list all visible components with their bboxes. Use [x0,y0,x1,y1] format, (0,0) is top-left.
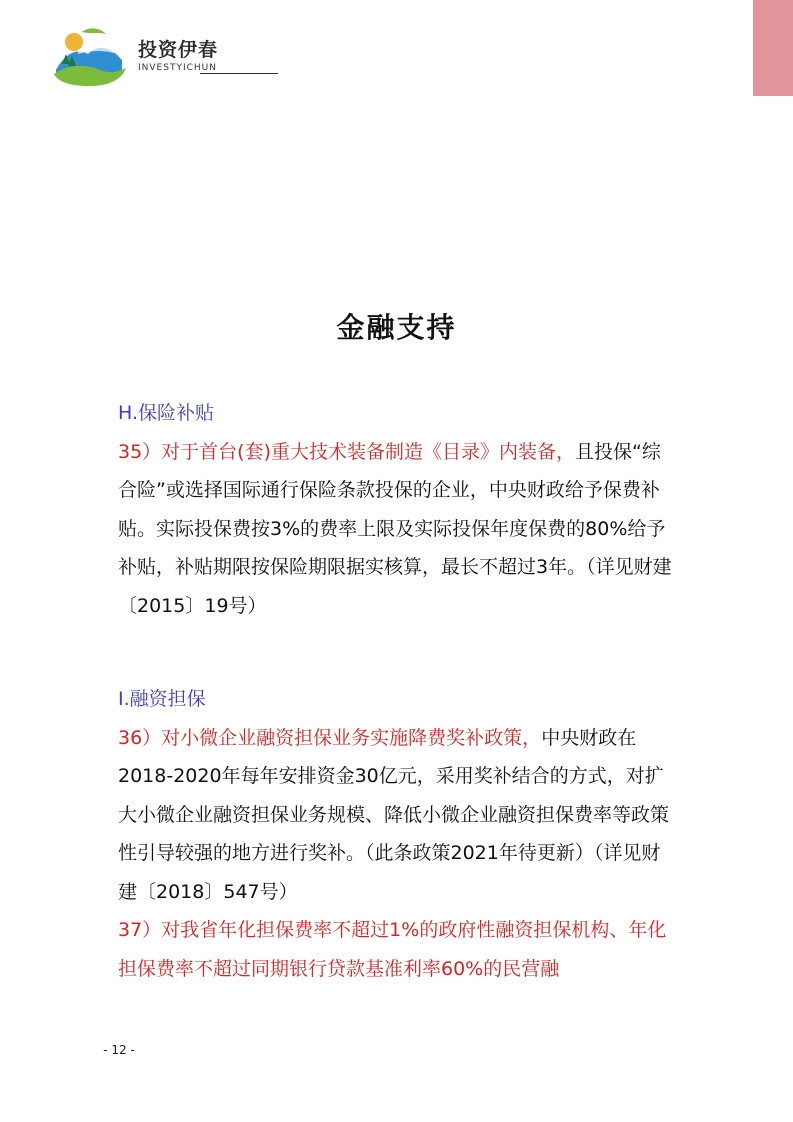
brand-logo-icon [52,24,128,90]
section-financing-guarantee [118,680,678,988]
page-number: - 12 - [103,1043,135,1057]
section-insurance-subsidy [118,394,678,625]
brand-name-en: INVESTYICHUN [138,63,217,73]
brand-underline [200,73,278,74]
page-title: 金融支持 [336,311,457,344]
section-heading: I.融资担保 [118,688,206,710]
policy-lead: 37）对我省年化担保费率不超过1%的政府性融资担保机构、年化担保费率不超过同期银行贷款基准利率60%的民营融 [118,919,667,980]
policy-text: 中央财政在2018-2020年每年安排资金30亿元，采用奖补结合的方式，对扩大小微企业融资担保业务规模、降低小微企业融资担保费率等政策性引导较强的地方进行奖补。（此条政策2021年待更新）（详见财建〔2018〕547号） [118,726,670,903]
policy-item-35 [118,433,678,626]
policy-lead: 35）对于首台(套)重大技术装备制造《目录》内装备， [118,440,576,463]
section-heading: H.保险补贴 [118,402,214,424]
policy-text: 且投保“综合险”或选择国际通行保险条款投保的企业，中央财政给予保费补贴。实际投保费按3%的费率上限及实际投保年度保费的80%给予补贴，补贴期限按保险期限据实核算，最长不超过3年。（详见财建〔2015〕19号） [118,440,672,617]
brand-name: 投资伊春 [138,39,219,61]
policy-item-37 [118,911,678,988]
page-tab-accent [753,0,793,96]
policy-item-36 [118,719,678,912]
policy-lead: 36）对小微企业融资担保业务实施降费奖补政策， [118,726,542,749]
